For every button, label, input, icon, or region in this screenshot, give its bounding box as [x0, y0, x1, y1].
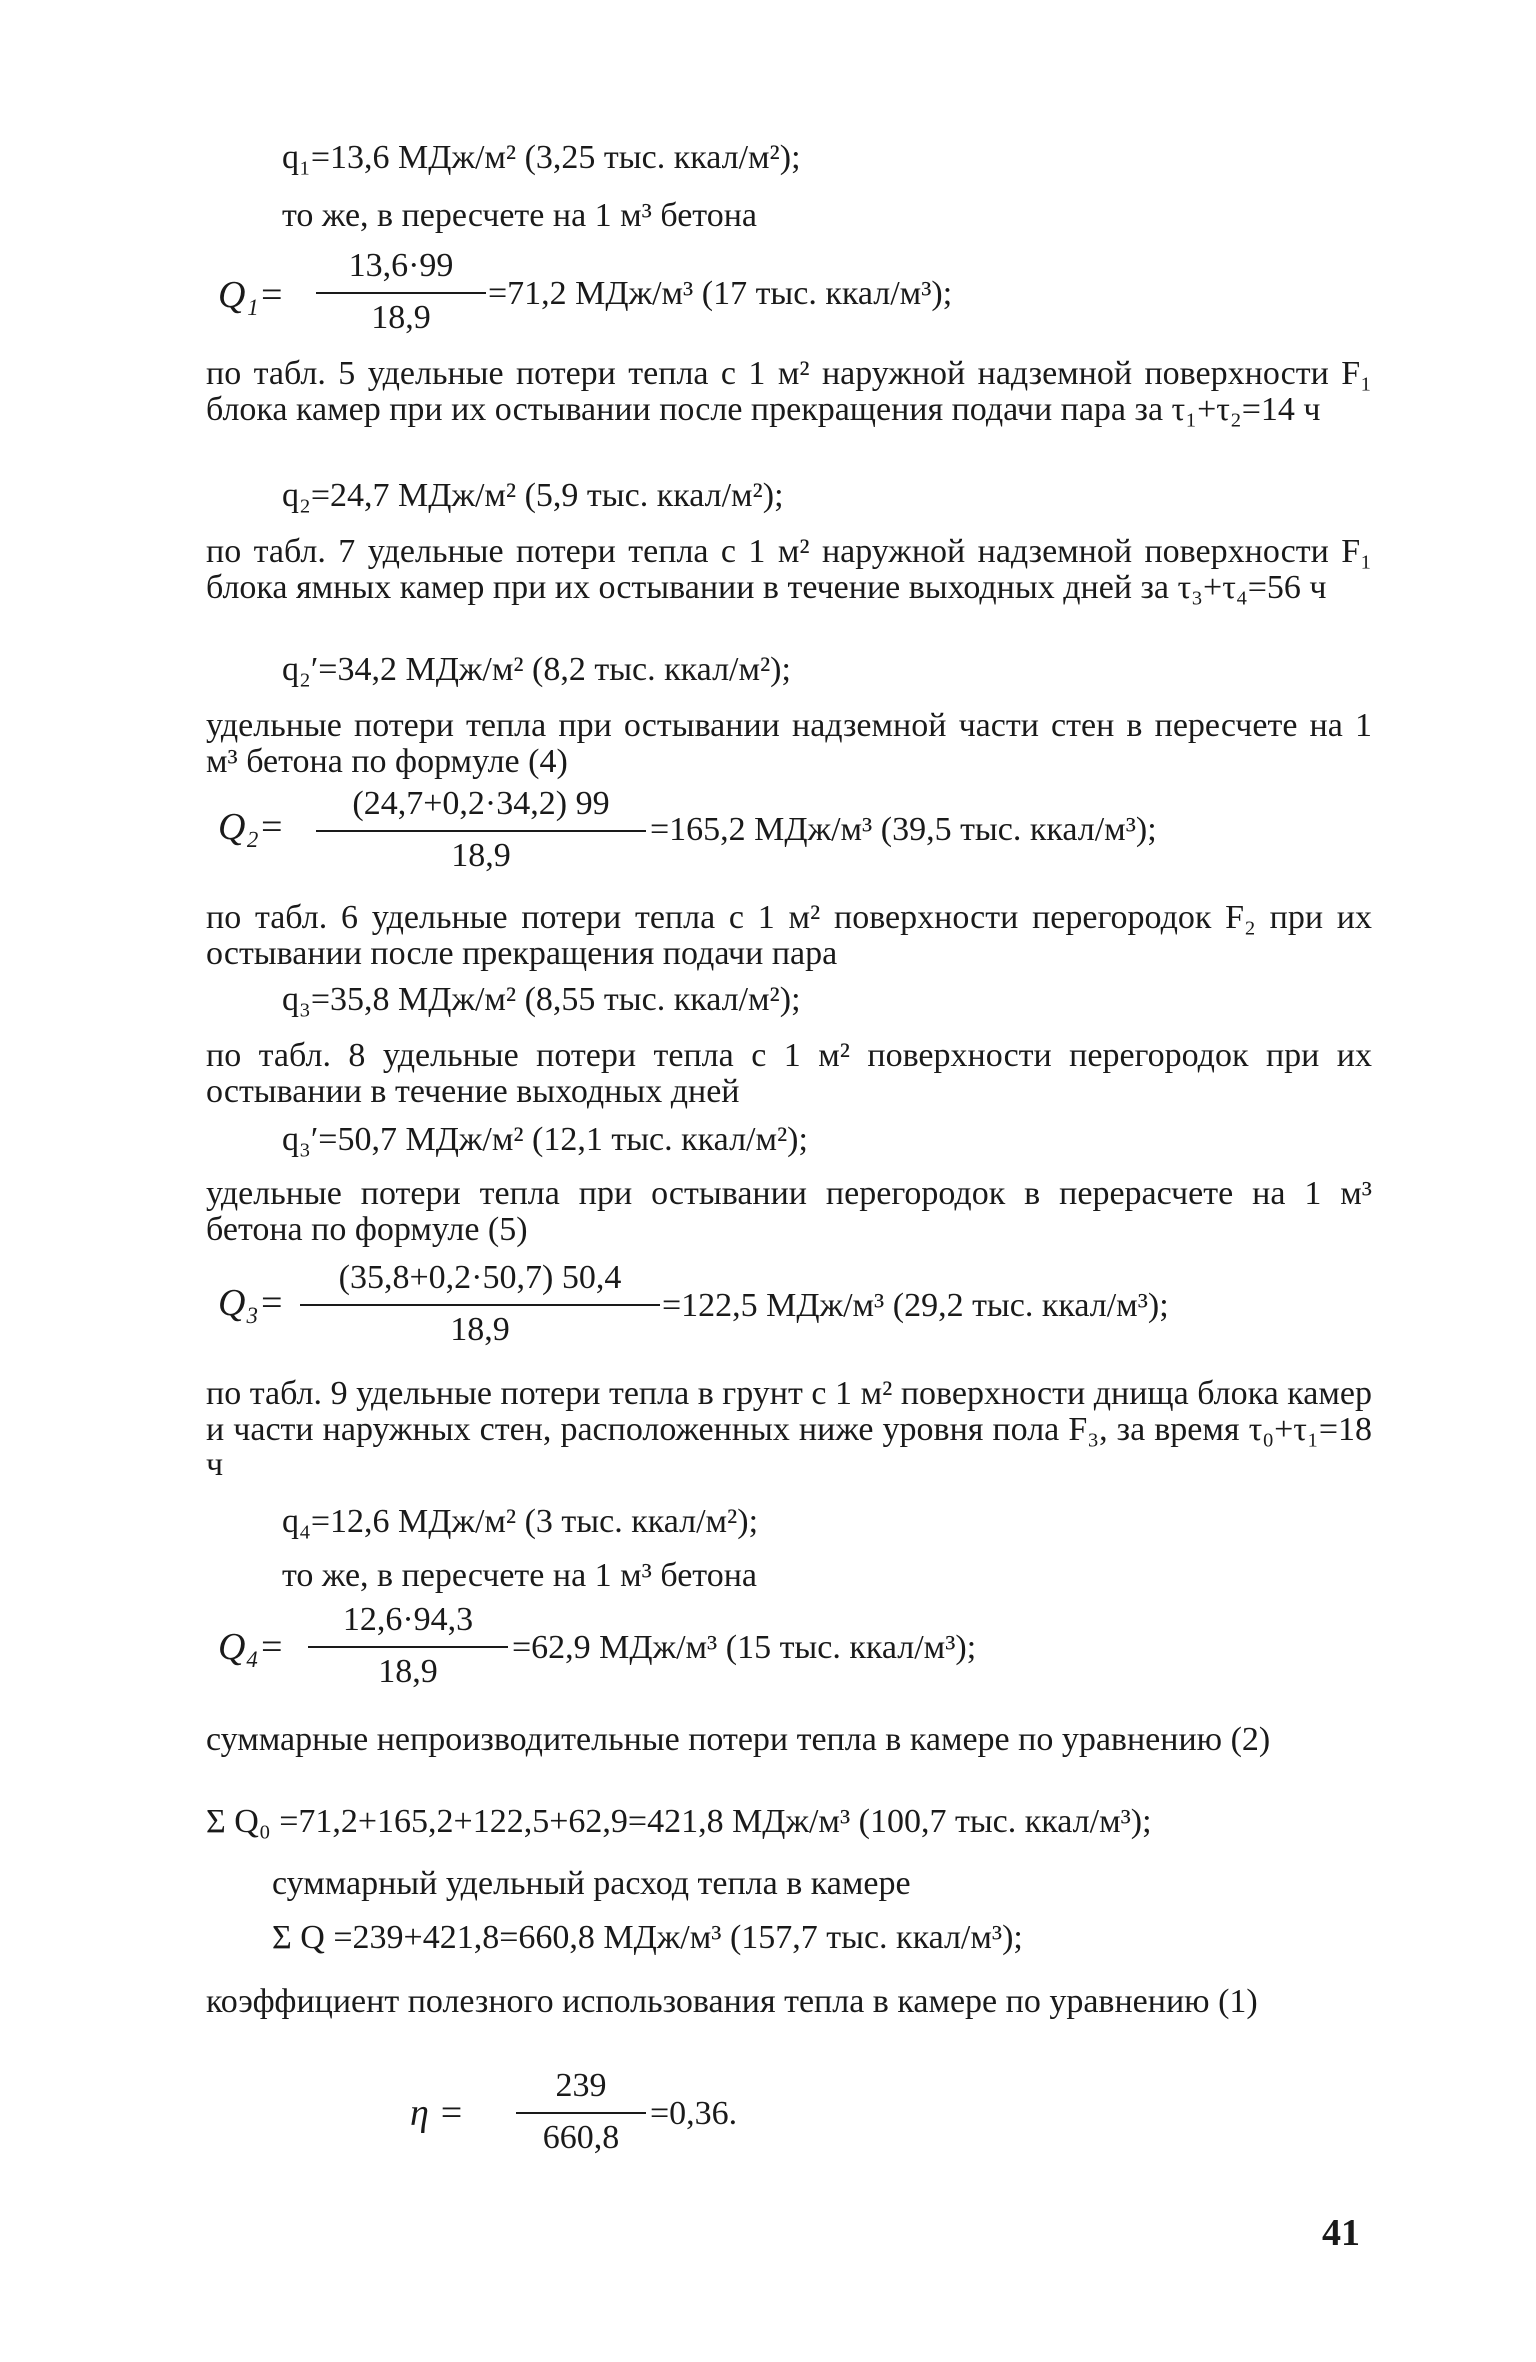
formula-Q2-result: =165,2 МДж/м³ (39,5 тыс. ккал/м³);	[650, 811, 1157, 848]
formula-Q1-result: =71,2 МДж/м³ (17 тыс. ккал/м³);	[488, 275, 953, 312]
formula-Q1-label: Q₁=	[218, 274, 285, 316]
formula-q4: q₄=12,6 МДж/м² (3 тыс. ккал/м²);	[282, 1503, 759, 1540]
formula-eta-numerator: 239	[555, 2067, 607, 2104]
formula-Q2-numerator: (24,7+0,2·34,2) 99	[352, 785, 610, 822]
formula-Q3-denominator: 18,9	[450, 1311, 510, 1348]
formula-sum-Q: Σ Q =239+421,8=660,8 МДж/м³ (157,7 тыс. ккал/м³);	[272, 1919, 1023, 1956]
formula-q2: q₂=24,7 МДж/м² (5,9 тыс. ккал/м²);	[282, 477, 784, 514]
text-walls: удельные потери тепла при остывании надземной части стен в пересчете на 1 м³ бетона по формуле (4)	[206, 707, 1372, 780]
formula-Q4-label: Q₄=	[218, 1626, 285, 1668]
formula-eta-bar	[516, 2112, 646, 2114]
text-total-intro: суммарный удельный расход тепла в камере	[272, 1865, 911, 1902]
formula-sum-Q0: Σ Q₀ =71,2+165,2+122,5+62,9=421,8 МДж/м³ (100,7 тыс. ккал/м³);	[206, 1803, 1152, 1840]
formula-q3: q₃=35,8 МДж/м² (8,55 тыс. ккал/м²);	[282, 981, 801, 1018]
formula-Q3-bar	[300, 1304, 660, 1306]
formula-q3-prime: q₃′=50,7 МДж/м² (12,1 тыс. ккал/м²);	[282, 1121, 808, 1158]
formula-eta-label: η =	[410, 2092, 464, 2134]
text-table-9: по табл. 9 удельные потери тепла в грунт с 1 м² поверхности днища блока камер и части наружных стен, расположенных ниже уровня пола F₃, за время τ₀+τ₁=18 ч	[206, 1375, 1372, 1484]
text-partitions: удельные потери тепла при остывании перегородок в перерасчете на 1 м³ бетона по формуле (5)	[206, 1175, 1372, 1248]
formula-Q4-denominator: 18,9	[378, 1653, 438, 1690]
formula-eta-denominator: 660,8	[542, 2119, 620, 2156]
formula-Q4-bar	[308, 1646, 508, 1648]
text-sum-intro: суммарные непроизводительные потери тепла в камере по уравнению (2)	[206, 1721, 1271, 1758]
text-table-7: по табл. 7 удельные потери тепла с 1 м² наружной надземной поверхности F₁ блока ямных камер при их остывании в течение выходных дней за τ₃+τ₄=56 ч	[206, 533, 1372, 606]
formula-eta-result: =0,36.	[650, 2095, 738, 2132]
formula-q2-prime: q₂′=34,2 МДж/м² (8,2 тыс. ккал/м²);	[282, 651, 791, 688]
formula-Q3-result: =122,5 МДж/м³ (29,2 тыс. ккал/м³);	[662, 1287, 1169, 1324]
text-same-4: то же, в пересчете на 1 м³ бетона	[282, 1557, 758, 1594]
formula-Q2-denominator: 18,9	[451, 837, 511, 874]
text-table-8: по табл. 8 удельные потери тепла с 1 м² поверхности перегородок при их остывании в течение выходных дней	[206, 1037, 1372, 1110]
formula-Q2-bar	[316, 830, 646, 832]
formula-Q4-result: =62,9 МДж/м³ (15 тыс. ккал/м³);	[512, 1629, 977, 1666]
formula-Q1-bar	[316, 292, 486, 294]
page-number: 41	[1322, 2212, 1360, 2254]
formula-Q1-numerator: 13,6·99	[348, 247, 454, 284]
formula-q1: q₁=13,6 МДж/м² (3,25 тыс. ккал/м²);	[282, 139, 801, 176]
text-table-6: по табл. 6 удельные потери тепла с 1 м² поверхности перегородок F₂ при их остывании после прекращения подачи пара	[206, 899, 1372, 972]
formula-Q4-numerator: 12,6·94,3	[342, 1601, 474, 1638]
formula-Q2-label: Q₂=	[218, 806, 285, 848]
text-same-1: то же, в пересчете на 1 м³ бетона	[282, 197, 758, 234]
formula-Q3-label: Q₃=	[218, 1282, 285, 1324]
text-eta-intro: коэффициент полезного использования тепла в камере по уравнению (1)	[206, 1983, 1258, 2020]
text-table-5: по табл. 5 удельные потери тепла с 1 м² наружной надземной поверхности F₁ блока камер при их остывании после прекращения подачи пара за τ₁+τ₂=14 ч	[206, 355, 1372, 428]
formula-Q3-numerator: (35,8+0,2·50,7) 50,4	[338, 1259, 622, 1296]
formula-Q1-denominator: 18,9	[371, 299, 431, 336]
